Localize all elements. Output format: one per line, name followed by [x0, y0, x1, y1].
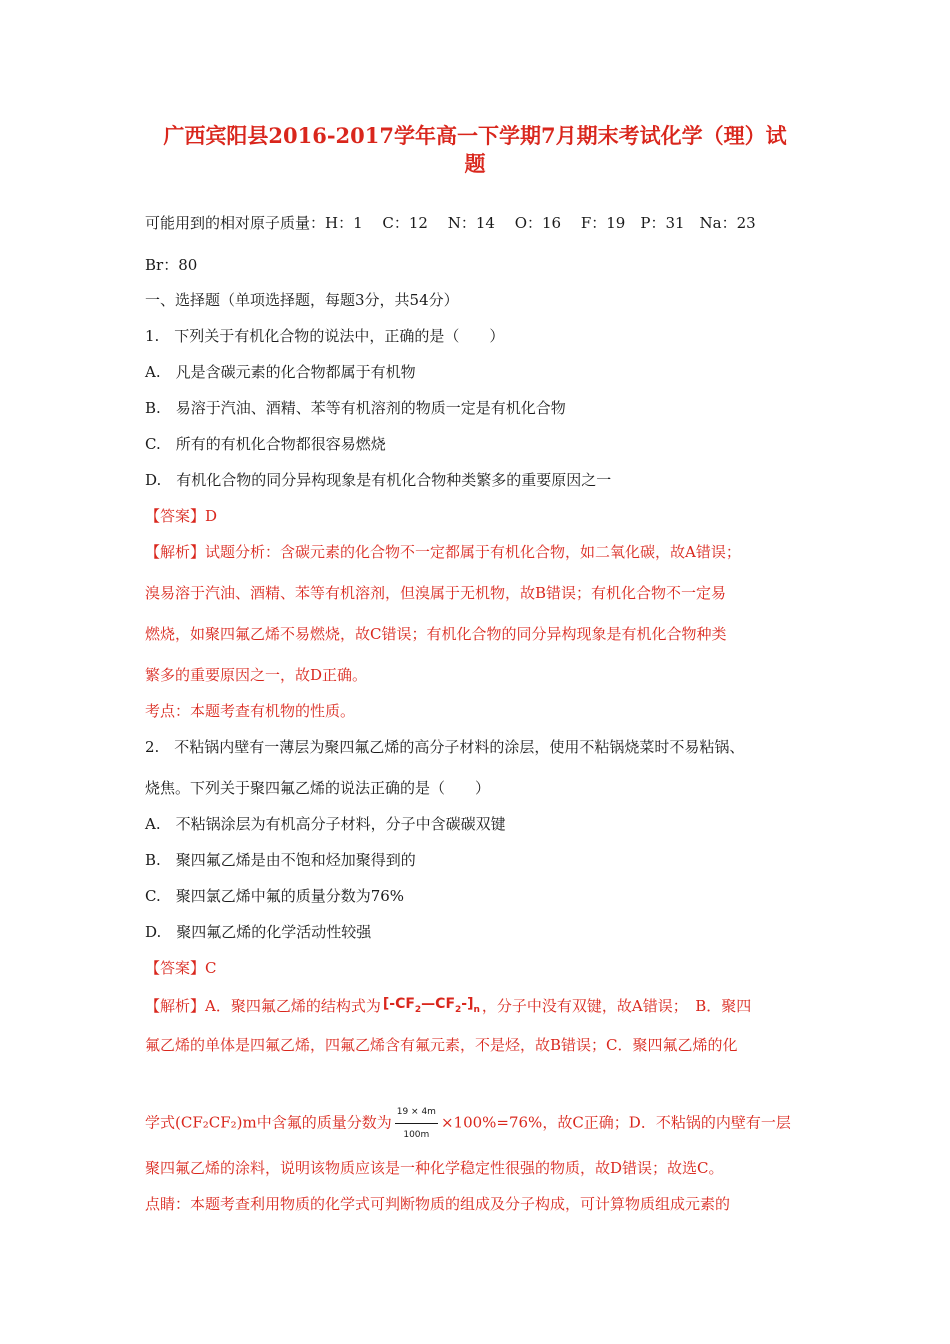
- q1-option-a: A. 凡是含碳元素的化合物都属于有机物: [145, 363, 416, 381]
- q1-analysis-line-3: 燃烧，如聚四氟乙烯不易燃烧，故C错误；有机化合物的同分异构现象是有机化合物种类: [145, 625, 727, 643]
- fluorine-fraction: [395, 1102, 438, 1145]
- q1-option-b: B. 易溶于汽油、酒精、苯等有机溶剂的物质一定是有机化合物: [145, 399, 566, 417]
- q2-analysis-1-pre: 【解析】A．聚四氟乙烯的结构式为: [145, 996, 381, 1015]
- q1-answer: 【答案】D: [145, 507, 218, 525]
- fraction-numerator: 19 × 4m: [395, 1102, 438, 1124]
- q1-analysis-line-2: 溴易溶于汽油、酒精、苯等有机溶剂，但溴属于无机物，故B错误；有机化合物不一定易: [145, 584, 727, 602]
- q1-analysis-line-4: 繁多的重要原因之一，故D正确。: [145, 666, 368, 684]
- q2-option-a: A. 不粘锅涂层为有机高分子材料，分子中含碳碳双键: [145, 815, 506, 833]
- q2-analysis-line-4: 聚四氟乙烯的涂料，说明该物质应该是一种化学稳定性很强的物质，故D错误；故选C。: [145, 1159, 724, 1177]
- document-title: [120, 122, 830, 178]
- q2-option-b: B. 聚四氟乙烯是由不饱和烃加聚得到的: [145, 851, 416, 869]
- fraction-denominator: 100m: [403, 1130, 430, 1140]
- q1-analysis-line-1: 【解析】试题分析：含碳元素的化合物不一定都属于有机化合物，如二氧化碳，故A错误；: [145, 543, 741, 561]
- q1-stem: 1. 下列关于有机化合物的说法中，正确的是（ ）: [145, 327, 505, 345]
- q2-analysis-line-2: 氟乙烯的单体是四氟乙烯，四氟乙烯含有氟元素，不是烃，故B错误；C．聚四氟乙烯的化: [145, 1036, 738, 1054]
- title-line-2: 题: [464, 151, 486, 176]
- ptfe-structure-formula: $[-CF_2—CF_2-]_n$: [382, 996, 480, 1015]
- atomic-masses-line-1: 可能用到的相对原子质量：H：1 C：12 N：14 O：16 F：19 P：31 Na：23: [145, 214, 756, 232]
- q1-key-point: 考点：本题考查有机物的性质。: [145, 702, 356, 720]
- q2-analysis-3-post: ×100%=76%，故C正确；D．不粘锅的内壁有一层: [440, 1113, 791, 1132]
- q2-answer: 【答案】C: [145, 959, 217, 977]
- q2-analysis-1-post: ，分子中没有双键，故A错误； B．聚四: [481, 996, 752, 1015]
- q1-option-d: D. 有机化合物的同分异构现象是有机化合物种类繁多的重要原因之一: [145, 471, 612, 489]
- section-heading: 一、选择题（单项选择题，每题3分，共54分）: [145, 291, 459, 309]
- q2-option-d: D. 聚四氟乙烯的化学活动性较强: [145, 923, 372, 941]
- q2-analysis-line-3: [145, 1102, 791, 1145]
- q1-option-c: C. 所有的有机化合物都很容易燃烧: [145, 435, 386, 453]
- atomic-masses-line-2: Br：80: [145, 256, 198, 274]
- q2-key-point: 点睛：本题考查利用物质的化学式可判断物质的组成及分子构成，可计算物质组成元素的: [145, 1195, 731, 1213]
- q2-stem-line-2: 烧焦。下列关于聚四氟乙烯的说法正确的是（ ）: [145, 779, 491, 797]
- q2-option-c: C. 聚四氯乙烯中氟的质量分数为76%: [145, 887, 405, 905]
- q2-analysis-3-pre: 学式(CF₂CF₂)m中含氟的质量分数为: [145, 1113, 392, 1132]
- q2-stem-line-1: 2. 不粘锅内壁有一薄层为聚四氟乙烯的高分子材料的涂层，使用不粘锅烧菜时不易粘锅、: [145, 738, 745, 756]
- q2-analysis-line-1: [145, 994, 751, 1020]
- title-line-1: 广西宾阳县2016-2017学年高一下学期7月期末考试化学（理）试: [163, 123, 787, 148]
